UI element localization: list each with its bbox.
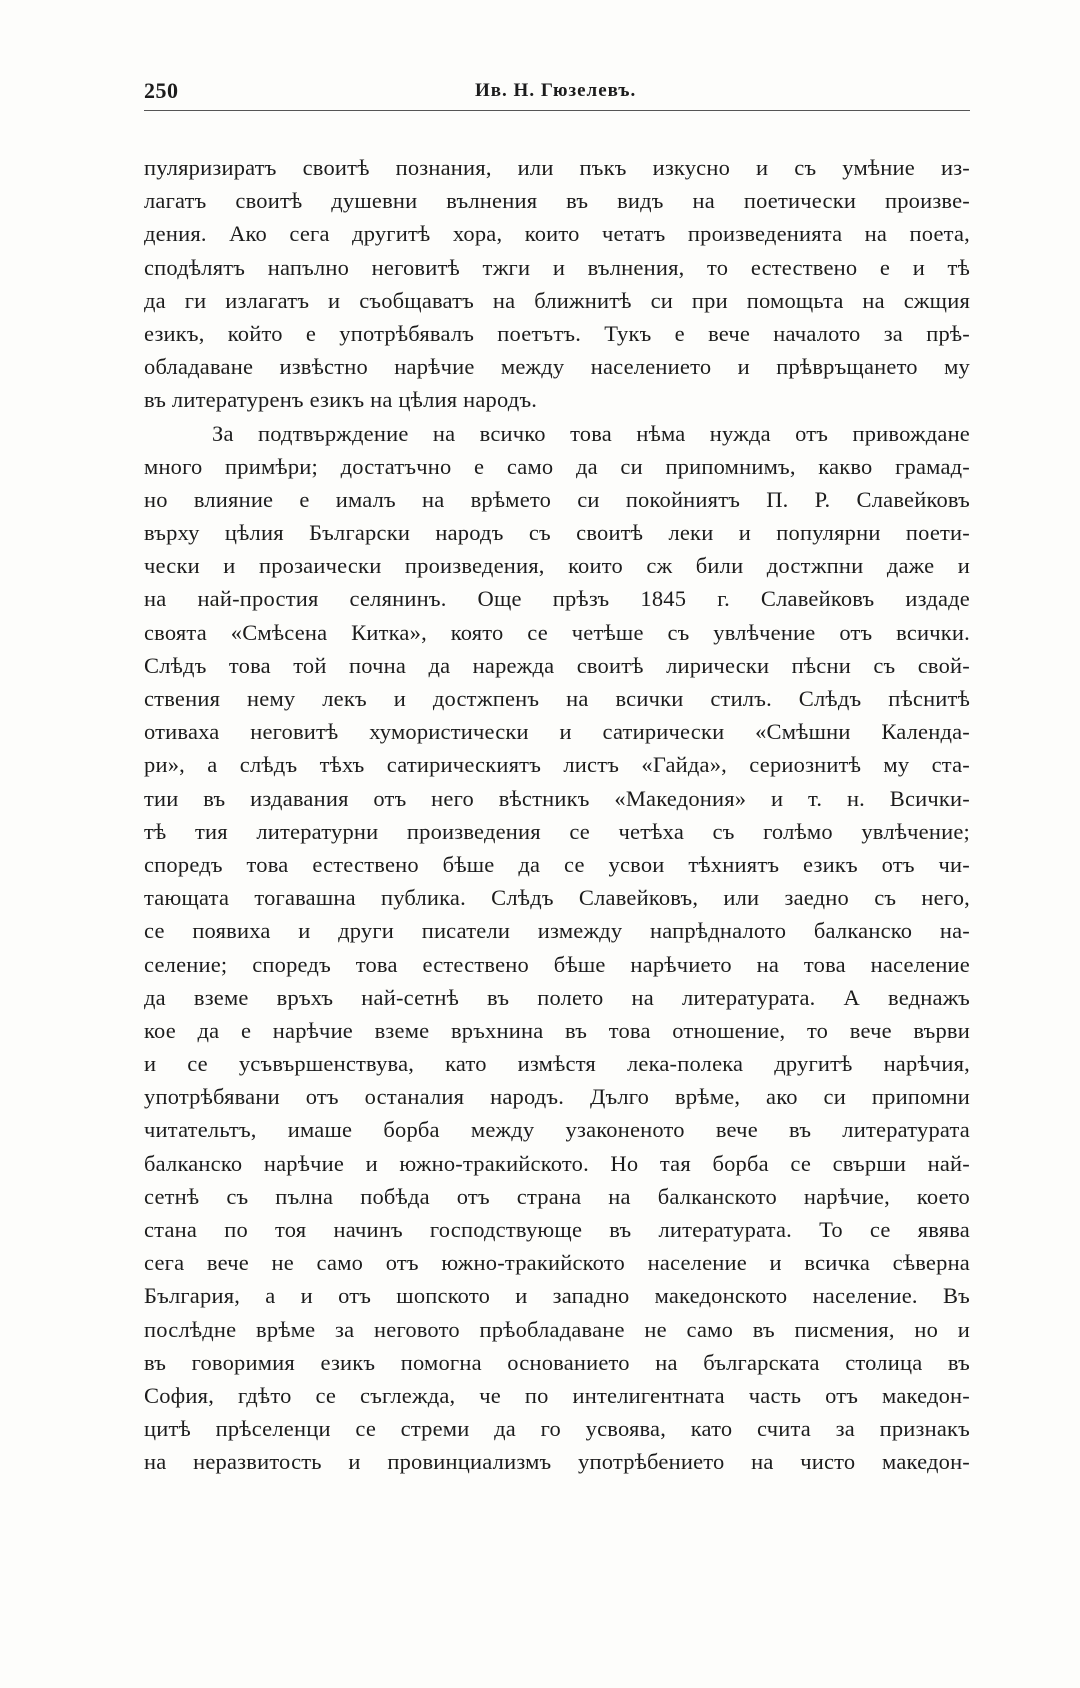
text-line: лагатъ своитѣ душевни вълнения въ видъ на поетически произве- <box>144 188 970 214</box>
text-line: чески и прозаически произведения, които сж били достжпни даже и <box>144 553 970 579</box>
text-line: ствения нему лекъ и достжпенъ на всички стилъ. Слѣдъ пѣснитѣ <box>144 686 970 711</box>
paragraph-start-line: За подтвърждение на всичко това нѣма нужда отъ привождане <box>212 420 970 446</box>
text-line: сподѣлятъ напълно неговитѣ тжги и вълнения, то естествено е и тѣ <box>144 254 970 280</box>
text-line: цитѣ прѣселенци се стреми да го усвоява, като счита за признакъ <box>144 1416 970 1442</box>
text-line: сега вече не само отъ южно-тракийското население и всичка сѣверна <box>144 1250 970 1276</box>
text-line: България, а и отъ шопското и западно македонското население. Въ <box>144 1283 970 1309</box>
text-line: послѣдне врѣме за неговото прѣобладаване не само въ писмения, но и <box>144 1316 970 1342</box>
text-line: но влияние е ималъ на врѣмето си покойниятъ П. Р. Славейковъ <box>144 486 970 512</box>
text-line: върху цѣлия Български народъ съ своитѣ леки и популярни поети- <box>144 520 970 546</box>
text-line: София, гдѣто се съглежда, че по интелигентната часть отъ македон- <box>144 1382 970 1408</box>
text-line: Слѣдъ това той почна да нарежда своитѣ лирически пѣсни съ свой- <box>144 652 970 678</box>
text-line: тающата тогавашна публика. Слѣдъ Славейковъ, или заедно съ него, <box>144 885 970 911</box>
text-line: кое да е нарѣчие вземе връхнина въ това отношение, то вече върви <box>144 1017 970 1043</box>
text-line: селение; споредъ това естествено бѣше нарѣчието на това население <box>144 951 970 977</box>
text-line: своята «Смѣсена Китка», която се четѣше съ увлѣчение отъ всички. <box>144 619 970 645</box>
text-line: езикъ, който е употрѣбявалъ поетътъ. Тукъ е вече началото за прѣ- <box>144 320 970 346</box>
text-line: въ говоримия езикъ помогна основанието на българската столица въ <box>144 1349 970 1375</box>
text-line: споредъ това естествено бѣше да се усвои тѣхниятъ езикъ отъ чи- <box>144 851 970 877</box>
page-number: 250 <box>144 78 179 103</box>
text-line: читательтъ, имаше борба между узаконеното вече въ литературата <box>144 1117 970 1143</box>
running-head: Ив. Н. Гюзелевъ. <box>475 80 637 101</box>
page-header <box>144 78 970 108</box>
text-line: да ги излагатъ и съобщаватъ на ближнитѣ си при помощьта на сжщия <box>144 287 970 313</box>
text-line: много примѣри; достатъчно е само да си припомнимъ, какво грамад- <box>144 453 970 479</box>
text-line: стана по тоя начинъ господствующе въ литературата. То се явява <box>144 1217 970 1242</box>
text-line: пуляризиратъ своитѣ познания, или пъкъ изкусно и съ умѣние из- <box>144 155 970 180</box>
text-line: на най-простия селянинъ. Още прѣзъ 1845 г. Славейковъ издаде <box>144 586 970 612</box>
text-line: отиваха неговитѣ хумористически и сатирически «Смѣшни Календа- <box>144 719 970 745</box>
text-line: балканско нарѣчие и южно-тракийското. Но тая борба се свърши най- <box>144 1150 970 1176</box>
text-line: ри», а слѣдъ тѣхъ сатирическиятъ листъ «Гайда», сериознитѣ му ста- <box>144 752 970 778</box>
body-text <box>144 151 970 1479</box>
paragraph-end-line: въ литературенъ езикъ на цѣлия народъ. <box>144 387 538 413</box>
text-line: да вземе връхъ най-сетнѣ въ полето на литературата. А веднажъ <box>144 984 970 1010</box>
text-line: дения. Ако сега другитѣ хора, които четатъ произведенията на поета, <box>144 221 970 247</box>
text-line: тѣ тия литературни произведения се четѣха съ голѣмо увлѣчение; <box>144 818 970 844</box>
header-rule <box>144 110 970 111</box>
text-line: на неразвитость и провинциализмъ употрѣбението на чисто македон- <box>144 1449 970 1475</box>
text-line: сетнѣ съ пълна побѣда отъ страна на балканското нарѣчие, което <box>144 1183 970 1209</box>
text-line: употрѣбявани отъ останалия народъ. Дълго врѣме, ако си припомни <box>144 1084 970 1110</box>
text-line: тии въ издавания отъ него вѣстникъ «Македония» и т. н. Всички- <box>144 785 970 811</box>
text-line: се появиха и други писатели измежду напрѣдналото балканско на- <box>144 918 970 944</box>
text-line: и се усъвършенствува, като измѣстя лека-полека другитѣ нарѣчия, <box>144 1051 970 1077</box>
text-line: обладаване извѣстно нарѣчие между населението и прѣвръщането му <box>144 354 970 380</box>
